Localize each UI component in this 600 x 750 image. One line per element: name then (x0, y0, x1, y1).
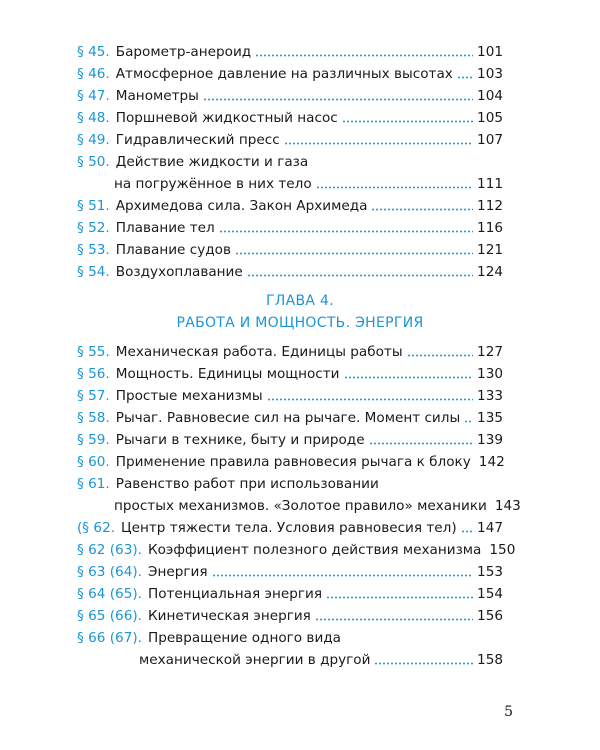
leader-dots (235, 252, 473, 255)
page-ref: 116 (477, 220, 503, 236)
page-ref: 101 (477, 44, 503, 60)
section-title-continued: на погружённое в них тело (114, 176, 312, 192)
section-title: Манометры (115, 88, 199, 104)
toc-entry (77, 238, 503, 258)
page-ref: 103 (477, 66, 503, 82)
page-number: 5 (504, 704, 513, 720)
section-number: § 57. (77, 388, 110, 404)
section-number: § 54. (77, 264, 110, 280)
leader-dots (461, 530, 473, 533)
leader-dots (344, 376, 474, 379)
section-title: Барометр-анероид (115, 44, 252, 60)
chapter-heading-title: РАБОТА И МОЩНОСТЬ. ЭНЕРГИЯ (176, 315, 424, 331)
section-number: § 60. (77, 454, 110, 470)
section-title: Действие жидкости и газа (115, 154, 309, 170)
section-title: Применение правила равновесия рычага к блоку (115, 454, 471, 470)
page-ref: 147 (477, 520, 503, 536)
page-ref: 112 (477, 198, 503, 214)
leader-dots (407, 354, 473, 357)
toc-entry (77, 406, 503, 426)
leader-dots (374, 662, 473, 665)
page-ref: 127 (477, 344, 503, 360)
toc-entry (77, 84, 503, 104)
page-ref: 158 (477, 652, 503, 668)
section-title: Поршневой жидкостный насос (115, 110, 338, 126)
leader-dots (247, 274, 473, 277)
section-title: Рычаги в технике, быту и природе (115, 432, 365, 448)
section-title: Рычаг. Равновесие сил на рычаге. Момент силы (115, 410, 461, 426)
page-ref: 105 (477, 110, 503, 126)
section-number: § 45. (77, 44, 110, 60)
toc-entry-continuation (114, 494, 521, 514)
section-number: § 59. (77, 432, 110, 448)
section-title: Потенциальная энергия (147, 586, 323, 602)
section-title: Механическая работа. Единицы работы (115, 344, 403, 360)
toc-entry (77, 582, 503, 602)
page-ref: 107 (477, 132, 503, 148)
leader-dots (255, 54, 473, 57)
toc-entry (77, 216, 503, 236)
toc-entry (77, 428, 503, 448)
toc-entry (77, 62, 503, 82)
section-title: Коэффициент полезного действия механизма (147, 542, 482, 558)
section-number: (§ 62. (77, 520, 116, 536)
page-ref: 156 (477, 608, 503, 624)
section-number: § 58. (77, 410, 110, 426)
toc-entry (77, 362, 503, 382)
page-ref: 135 (477, 410, 503, 426)
page-ref: 121 (477, 242, 503, 258)
leader-dots (219, 230, 473, 233)
leader-dots (326, 596, 473, 599)
section-title: Атмосферное давление на различных высотах (115, 66, 453, 82)
section-title: Воздухоплавание (115, 264, 243, 280)
toc-entry (77, 450, 503, 470)
page-ref: 124 (477, 264, 503, 280)
section-title: Гидравлический пресс (115, 132, 280, 148)
section-title: Архимедова сила. Закон Архимеда (115, 198, 368, 214)
leader-dots (212, 574, 474, 577)
section-number: § 52. (77, 220, 110, 236)
section-number: § 49. (77, 132, 110, 148)
toc-entry (77, 150, 503, 170)
leader-dots (464, 420, 473, 423)
toc-entry-continuation (139, 648, 503, 668)
section-title-continued: простых механизмов. «Золотое правило» механики (114, 498, 487, 514)
toc-entry-continuation (114, 172, 503, 192)
page-ref: 143 (494, 498, 521, 514)
chapter-heading-number: ГЛАВА 4. (265, 293, 335, 309)
section-number: § 47. (77, 88, 110, 104)
leader-dots (369, 442, 473, 445)
section-number: § 64 (65). (77, 586, 142, 602)
section-number: § 61. (77, 476, 110, 492)
toc-entry (77, 538, 516, 558)
section-title: Равенство работ при использовании (115, 476, 379, 492)
page-ref: 139 (477, 432, 503, 448)
toc-entry (77, 626, 503, 646)
section-number: § 65 (66). (77, 608, 142, 624)
toc-entry (77, 128, 503, 148)
leader-dots (342, 120, 473, 123)
page-ref: 111 (477, 176, 503, 192)
page-ref: 133 (477, 388, 503, 404)
toc-entry (77, 516, 503, 536)
page-ref: 154 (477, 586, 503, 602)
leader-dots (316, 186, 473, 189)
section-number: § 51. (77, 198, 110, 214)
toc-entry (77, 604, 503, 624)
section-number: § 56. (77, 366, 110, 382)
toc-entry (77, 340, 503, 360)
toc-entry (77, 40, 503, 60)
leader-dots (457, 76, 473, 79)
section-number: § 53. (77, 242, 110, 258)
page-ref: 104 (477, 88, 503, 104)
section-title: Центр тяжести тела. Условия равновесия тел) (121, 520, 457, 536)
section-title-continued: механической энергии в другой (139, 652, 371, 668)
toc-entry (77, 560, 503, 580)
section-number: § 63 (64). (77, 564, 142, 580)
page-ref: 153 (477, 564, 503, 580)
leader-dots (203, 98, 473, 101)
page-ref: 142 (478, 454, 505, 470)
section-number: § 50. (77, 154, 110, 170)
toc-entry (77, 106, 503, 126)
toc-entry (77, 472, 503, 492)
leader-dots (267, 398, 473, 401)
section-title: Мощность. Единицы мощности (115, 366, 340, 382)
section-number: § 46. (77, 66, 110, 82)
section-title: Превращение одного вида (147, 630, 342, 646)
leader-dots (315, 618, 473, 621)
leader-dots (284, 142, 473, 145)
section-number: § 62 (63). (77, 542, 142, 558)
section-title: Простые механизмы (115, 388, 263, 404)
section-number: § 48. (77, 110, 110, 126)
section-number: § 66 (67). (77, 630, 142, 646)
section-title: Плавание тел (115, 220, 215, 236)
page-ref: 150 (489, 542, 516, 558)
toc-entry (77, 384, 503, 404)
section-title: Кинетическая энергия (147, 608, 311, 624)
toc-entry (77, 260, 503, 280)
section-title: Энергия (147, 564, 208, 580)
leader-dots (371, 208, 473, 211)
page-ref: 130 (477, 366, 503, 382)
section-title: Плавание судов (115, 242, 231, 258)
toc-entry (77, 194, 503, 214)
section-number: § 55. (77, 344, 110, 360)
